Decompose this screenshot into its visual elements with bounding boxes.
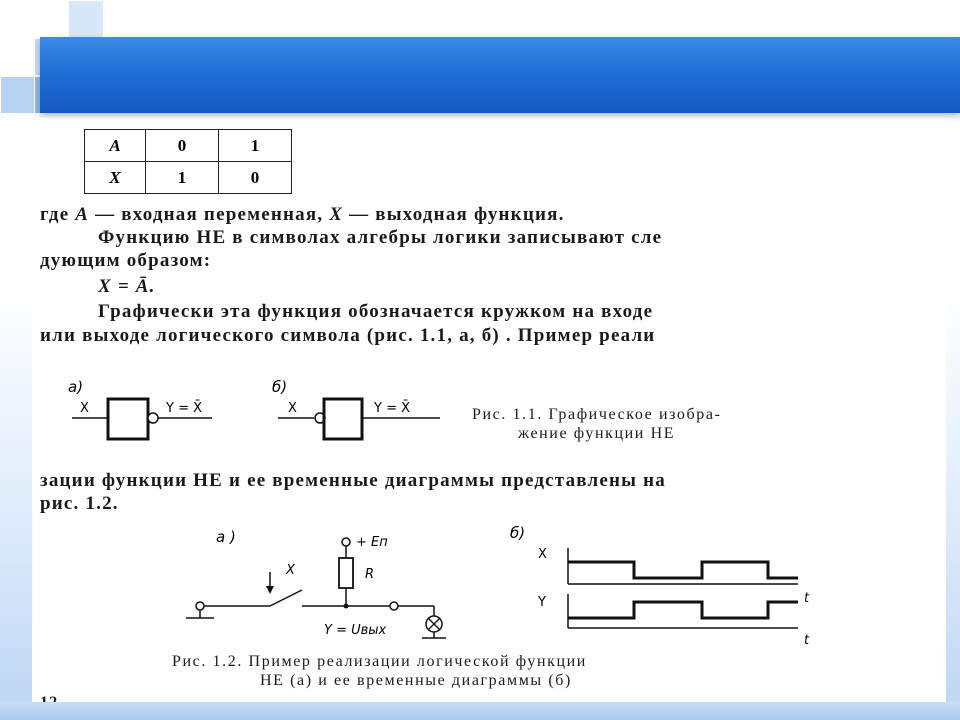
page-number — [40, 694, 58, 702]
figure-caption — [172, 652, 587, 690]
table-row — [85, 162, 292, 194]
switch-arrow-head — [266, 586, 274, 594]
variable-a: A — [75, 204, 90, 225]
fig11-input-label: X — [288, 401, 297, 416]
resistor — [339, 558, 353, 588]
text-line: Графически эта функция обозначается кружком на входе — [98, 301, 654, 322]
output-label: Y = Uвых — [324, 623, 387, 638]
bottom-strip — [0, 702, 960, 720]
table-cell: 1 — [219, 130, 292, 162]
switch-blade — [270, 590, 302, 606]
timing-y-label: Y — [538, 595, 546, 610]
table-row — [85, 130, 292, 162]
gate-body — [108, 399, 148, 439]
caption-line: НЕ (а) и ее временные диаграммы (б) — [260, 672, 572, 689]
fig11-label-a: а) — [68, 378, 84, 396]
resistor-label: R — [365, 567, 375, 582]
title-banner — [40, 37, 960, 113]
decor-square — [68, 0, 104, 38]
variable-x: X — [329, 204, 344, 225]
formula: X = Ā. — [98, 276, 156, 297]
text-fragment: — выходная функция. — [343, 204, 565, 225]
text-line: или выходе логического символа (рис. 1.1, а, б) . Пример реали — [40, 325, 656, 346]
text-line: дующим образом: — [40, 250, 212, 271]
table-cell: A — [85, 130, 146, 162]
caption-line: жение функции НЕ — [518, 425, 676, 442]
switch-input-label: X — [286, 563, 295, 578]
fig11-output-label: Y = X̄ — [166, 401, 203, 416]
signal-x — [568, 562, 798, 578]
table-cell: X — [85, 162, 146, 194]
output-terminal — [390, 602, 398, 610]
text-line: рис. 1.2. — [40, 493, 119, 514]
figure-1-2a-circuit — [182, 520, 472, 650]
input-terminal — [196, 602, 204, 610]
text-fragment: где — [40, 204, 76, 225]
timing-x-label: X — [538, 547, 547, 562]
time-axis-label: t — [804, 633, 810, 648]
caption-line: Рис. 1.1. Графическое изобра- — [472, 406, 722, 423]
text-line — [40, 204, 565, 226]
text-fragment: — входная переменная, — [89, 204, 330, 225]
table-cell: 0 — [146, 130, 219, 162]
table-cell: 0 — [219, 162, 292, 194]
supply-label: + Еп — [356, 535, 388, 550]
fig11-output-label: Y = X̄ — [374, 401, 411, 416]
text-line: зации функции НЕ и ее временные диаграммы представлены на — [40, 470, 666, 491]
time-axis-label: t — [804, 591, 810, 606]
fig12-label-a: а ) — [216, 528, 236, 546]
figure-1-1 — [62, 378, 502, 448]
signal-y — [568, 602, 798, 618]
decor-square — [0, 76, 36, 114]
supply-terminal — [342, 538, 350, 546]
truth-table — [84, 129, 292, 194]
figure-1-2b-timing — [506, 520, 816, 650]
fig11-input-label: X — [80, 401, 89, 416]
figure-caption — [472, 405, 722, 443]
caption-line: Рис. 1.2. Пример реализации логической функции — [172, 653, 587, 670]
table-cell: 1 — [146, 162, 219, 194]
fig12-label-b: б) — [510, 524, 526, 542]
gate-body — [324, 399, 362, 439]
inversion-bubble — [148, 413, 158, 423]
fig11-label-b: б) — [272, 378, 288, 396]
text-line: Функцию НЕ в символах алгебры логики записывают сле — [98, 227, 663, 248]
